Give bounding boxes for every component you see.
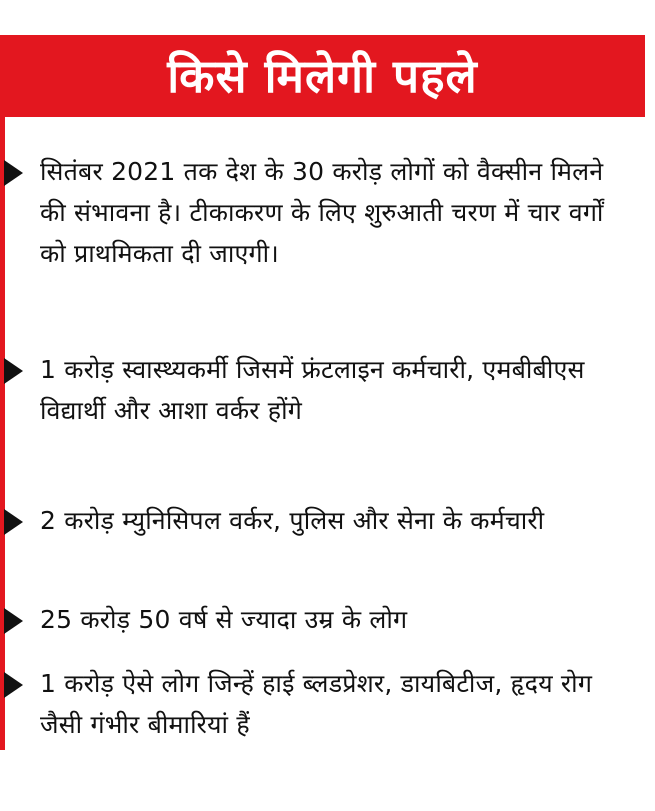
triangle-bullet-icon: [4, 672, 23, 698]
list-item-text: सितंबर 2021 तक देश के 30 करोड़ लोगों को वैक्सीन मिलने की संभावना है। टीकाकरण के लिए शुरुआती चरण में चार वर्गों को प्राथमिकता दी जाएगी।: [40, 157, 604, 268]
triangle-bullet-icon: [4, 608, 23, 634]
list-item-text: 2 करोड़ म्युनिसिपल वर्कर, पुलिस और सेना के कर्मचारी: [40, 506, 545, 535]
left-accent-rule: [0, 117, 5, 750]
header-banner: [0, 35, 645, 117]
triangle-bullet-icon: [4, 160, 23, 186]
header-title: किसे मिलेगी पहले: [167, 49, 478, 103]
list-item-text: 1 करोड़ ऐसे लोग जिन्हें हाई ब्लडप्रेशर, डायबिटीज, हृदय रोग जैसी गंभीर बीमारियां हैं: [40, 669, 593, 739]
triangle-bullet-icon: [4, 358, 23, 384]
info-box: [0, 35, 645, 750]
list-item-text: 1 करोड़ स्वास्थ्यकर्मी जिसमें फ्रंटलाइन कर्मचारी, एमबीबीएस विद्यार्थी और आशा वर्कर होंगे: [40, 355, 585, 425]
list-item-text: 25 करोड़ 50 वर्ष से ज्यादा उम्र के लोग: [40, 605, 408, 634]
triangle-bullet-icon: [4, 509, 23, 535]
